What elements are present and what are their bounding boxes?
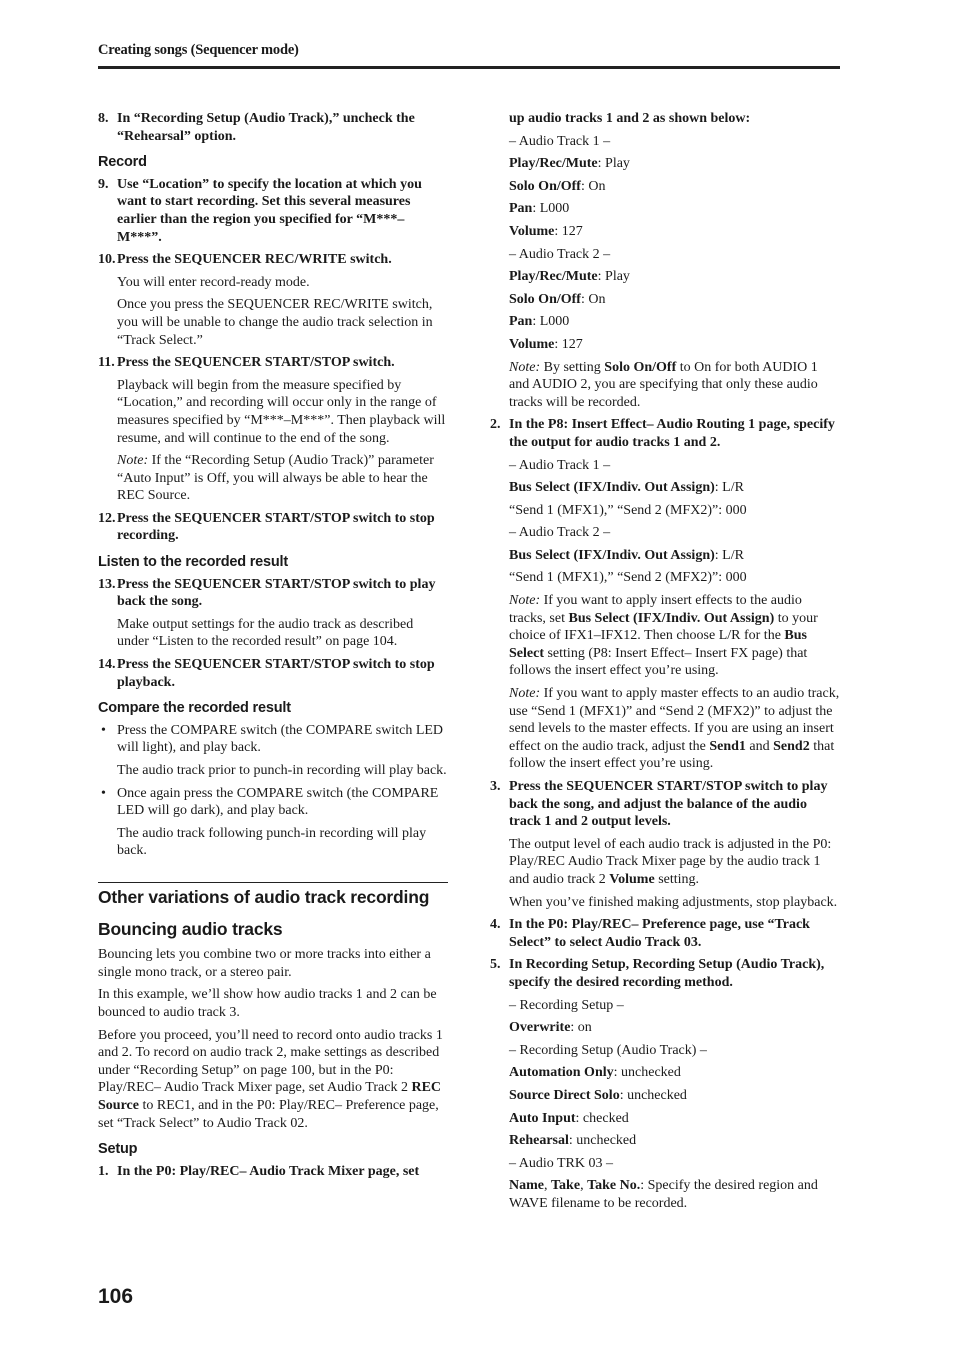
param-line: [490, 268, 840, 286]
step-text: In “Recording Setup (Audio Track),” uncheck the “Rehearsal” option.: [117, 111, 415, 144]
text: that follow the insert effect you’re using.: [509, 738, 835, 772]
param-name: Bus Select (IFX/Indiv. Out Assign): [509, 547, 715, 563]
paragraph: Make output settings for the audio track as described under “Listen to the recorded result” on page 104.: [117, 616, 414, 650]
heading-bouncing: Bouncing audio tracks: [98, 918, 283, 939]
paragraph: In this example, we’ll show how audio tracks 1 and 2 can be bounced to audio track 3.: [98, 987, 437, 1020]
note-text: If the “Recording Setup (Audio Track)” parameter “Auto Input” is Off, you will always be able to hear the REC Source.: [117, 453, 434, 504]
group-label: – Audio Track 2 –: [509, 525, 611, 541]
param-value: : unchecked: [613, 1065, 681, 1081]
param-name: Send2: [773, 738, 810, 754]
param-line: [490, 479, 840, 497]
param-line: [490, 200, 840, 218]
step-number: 12.: [98, 510, 116, 526]
param-value: : unchecked: [619, 1087, 687, 1103]
step-number: 13.: [98, 576, 116, 592]
group-label: – Audio Track 1 –: [509, 457, 611, 473]
step-4: [490, 916, 840, 951]
bullet-item: [98, 785, 448, 820]
param-name: Take: [551, 1178, 581, 1194]
param-name: Bus Select (IFX/Indiv. Out Assign): [568, 610, 775, 626]
step-1: [98, 1163, 448, 1181]
paragraph: [98, 1027, 448, 1133]
step-text: In the P0: Play/REC– Audio Track Mixer page, set: [117, 1163, 420, 1179]
bullet-text: Once again press the COMPARE switch (the COMPARE LED will go dark), and play back.: [117, 785, 439, 819]
paragraph: You will enter record-ready mode.: [117, 274, 310, 290]
param-name: REC Source: [98, 1080, 442, 1113]
param-value: : L/R: [714, 547, 744, 563]
step-text: In the P0: Play/REC– Preference page, use “Track Select” to select Audio Track 03.: [509, 917, 810, 950]
param-name: Solo On/Off: [604, 359, 677, 375]
text: ,: [544, 1178, 551, 1194]
param-line: [490, 291, 840, 309]
paragraph: The audio track prior to punch-in recording will play back.: [117, 763, 447, 778]
param-line: [490, 1087, 840, 1105]
header-rule: [98, 66, 840, 69]
param-value: : On: [580, 178, 606, 194]
param-line: [490, 1110, 840, 1128]
page-header: Creating songs (Sequencer mode): [98, 42, 299, 58]
param-name: Name: [509, 1178, 544, 1194]
param-line: “Send 1 (MFX1),” “Send 2 (MFX2)”: 000: [509, 570, 747, 586]
heading-other-variations: Other variations of audio track recording: [98, 882, 448, 907]
note: [490, 592, 840, 680]
bullet-icon: •: [101, 722, 106, 738]
paragraph: The audio track following punch-in recording will play back.: [117, 825, 427, 859]
text: to On for both AUDIO 1 and AUDIO 2, you are specifying that only these audio tracks will be recorded.: [509, 359, 818, 410]
step-text: Use “Location” to specify the location at which you want to start recording. Set this several measures earlier than the region you specified for “M***–M***”.: [117, 176, 422, 245]
group-label: – Recording Setup (Audio Track) –: [509, 1042, 707, 1058]
step-14: [98, 656, 448, 691]
step-number: 11.: [98, 355, 115, 371]
param-line: [490, 547, 840, 565]
param-value: : On: [580, 291, 606, 307]
heading-record: Record: [98, 154, 147, 171]
param-value: : unchecked: [568, 1133, 637, 1149]
param-value: : L/R: [714, 480, 744, 496]
right-column: [490, 110, 840, 1217]
note-label: Note:: [117, 453, 149, 469]
text: The output level of each audio track is adjusted in the P0: Play/REC Audio Track Mixer page by the audio track 1 and audio track 2: [509, 836, 832, 887]
left-column: [98, 110, 448, 1185]
step-text: In the P8: Insert Effect– Audio Routing 1 page, specify the output for audio tracks 1 and 2.: [509, 417, 835, 450]
param-name: Source Direct Solo: [509, 1087, 620, 1103]
text: setting (P8: Insert Effect– Insert FX page) that follows the insert effect you’re using.: [509, 645, 808, 679]
step-text: Press the SEQUENCER START/STOP switch.: [117, 355, 395, 371]
text: and: [745, 738, 774, 754]
step-text: Press the SEQUENCER START/STOP switch to play back the song.: [117, 576, 436, 610]
heading-compare: Compare the recorded result: [98, 700, 291, 717]
group-label: – Recording Setup –: [509, 997, 624, 1013]
param-line: [490, 1132, 840, 1150]
group-label: – Audio Track 2 –: [509, 246, 611, 262]
step-number: 8.: [98, 111, 109, 126]
text: setting.: [654, 871, 700, 887]
step-number: 10.: [98, 252, 116, 268]
bullet-item: [98, 722, 448, 757]
param-name: Solo On/Off: [509, 178, 581, 194]
step-11: [98, 354, 448, 372]
paragraph: Bouncing lets you combine two or more tracks into either a single mono track, or a stereo pair.: [98, 947, 431, 980]
param-name: Play/Rec/Mute: [509, 156, 598, 172]
note: [98, 452, 448, 505]
page-number: 106: [98, 1285, 134, 1308]
param-line: [490, 1064, 840, 1082]
note-label: Note:: [509, 593, 541, 609]
param-name: Overwrite: [509, 1020, 571, 1036]
param-name: Solo On/Off: [509, 291, 581, 307]
heading-listen: Listen to the recorded result: [98, 554, 288, 571]
param-name: Send1: [709, 738, 746, 754]
text: ,: [580, 1178, 588, 1194]
group-label: – Audio TRK 03 –: [509, 1155, 613, 1171]
param-name: Volume: [509, 336, 555, 352]
bullet-text: Press the COMPARE switch (the COMPARE switch LED will light), and play back.: [117, 722, 444, 756]
param-name: Volume: [609, 871, 655, 887]
note-label: Note:: [509, 686, 541, 702]
param-line: [490, 155, 840, 173]
param-name: Pan: [509, 314, 533, 330]
param-line: [490, 178, 840, 196]
step-10: [98, 251, 448, 269]
text: By setting: [540, 359, 605, 375]
param-line: [490, 1019, 840, 1037]
step-number: 9.: [98, 176, 109, 192]
param-value: : checked: [575, 1110, 629, 1126]
step-9: [98, 176, 448, 246]
note: [490, 359, 840, 412]
param-name: Bus Select (IFX/Indiv. Out Assign): [509, 480, 715, 496]
group-label: – Audio Track 1 –: [509, 133, 611, 149]
step-13: [98, 576, 448, 611]
paragraph: Playback will begin from the measure specified by “Location,” and recording will occur only in the range of measures specified by “M***–M***”. Then playback will resume, and will continue to the end of the song.: [117, 377, 446, 446]
note-label: Note:: [509, 359, 541, 375]
param-name: Bus Select: [509, 628, 807, 661]
step-12: [98, 510, 448, 545]
step-number: 4.: [490, 917, 501, 933]
text: If you want to apply insert effects to the audio tracks, set: [509, 593, 802, 626]
param-value: : L000: [532, 201, 570, 217]
step-3: [490, 778, 840, 831]
param-name: Volume: [509, 223, 555, 239]
step-number: 3.: [490, 779, 501, 794]
text: to your choice of IFX1–IFX12. Then choose L/R for the: [509, 610, 818, 644]
param-value: : on: [570, 1020, 592, 1036]
step-2: [490, 416, 840, 451]
step-continuation: up audio tracks 1 and 2 as shown below:: [509, 111, 751, 126]
text: Before you proceed, you’ll need to record onto audio tracks 1 and 2. To record on audio track 2, make settings as described under “Recording Setup” on page 100, but in the P0: Play/REC– Audio Track Mixer page, set Audio Track 2: [98, 1027, 443, 1096]
step-number: 14.: [98, 657, 116, 673]
param-name: Pan: [509, 201, 533, 217]
paragraph: Once you press the SEQUENCER REC/WRITE switch, you will be unable to change the audio track selection in “Track Select.”: [117, 297, 433, 348]
param-value: : Play: [597, 269, 630, 285]
param-value: : Specify the desired region and WAVE filename to be recorded.: [509, 1178, 818, 1211]
param-name: Automation Only: [509, 1065, 614, 1081]
step-text: Press the SEQUENCER START/STOP switch to stop playback.: [117, 657, 435, 690]
step-number: 1.: [98, 1163, 109, 1179]
param-line: [490, 336, 840, 354]
param-line: [490, 1177, 840, 1212]
step-text: Press the SEQUENCER REC/WRITE switch.: [117, 252, 392, 268]
step-8: [98, 110, 448, 145]
text: to REC1, and in the P0: Play/REC– Preference page, set “Track Select” to Audio Track 02.: [98, 1097, 439, 1131]
note: [490, 685, 840, 773]
paragraph: When you’ve finished making adjustments, stop playback.: [509, 894, 838, 910]
step-5: [490, 956, 840, 991]
step-text: In Recording Setup, Recording Setup (Audio Track), specify the desired recording method.: [509, 957, 825, 990]
param-line: [490, 223, 840, 241]
heading-setup: Setup: [98, 1141, 138, 1158]
param-name: Rehearsal: [509, 1133, 569, 1149]
paragraph: [490, 836, 840, 889]
param-line: “Send 1 (MFX1),” “Send 2 (MFX2)”: 000: [509, 502, 747, 518]
step-text: Press the SEQUENCER START/STOP switch to stop recording.: [117, 510, 435, 544]
param-name: Play/Rec/Mute: [509, 269, 598, 285]
param-name: Auto Input: [509, 1110, 576, 1126]
step-number: 5.: [490, 957, 501, 973]
param-value: : 127: [554, 336, 583, 352]
param-name: Take No.: [587, 1178, 641, 1194]
text: If you want to apply master effects to an audio track, use “Send 1 (MFX1)” and “Send 2 (MFX2)” to adjust the send levels to the master effects. If you are using an insert effect on the audio track, adjust the: [509, 686, 840, 754]
step-text: Press the SEQUENCER START/STOP switch to play back the song, and adjust the balance of the audio track 1 and 2 output levels.: [509, 779, 828, 830]
param-value: : L000: [532, 314, 570, 330]
param-value: : 127: [554, 223, 583, 239]
param-line: [490, 313, 840, 331]
bullet-icon: •: [101, 785, 106, 801]
step-number: 2.: [490, 417, 501, 433]
param-value: : Play: [597, 156, 630, 172]
